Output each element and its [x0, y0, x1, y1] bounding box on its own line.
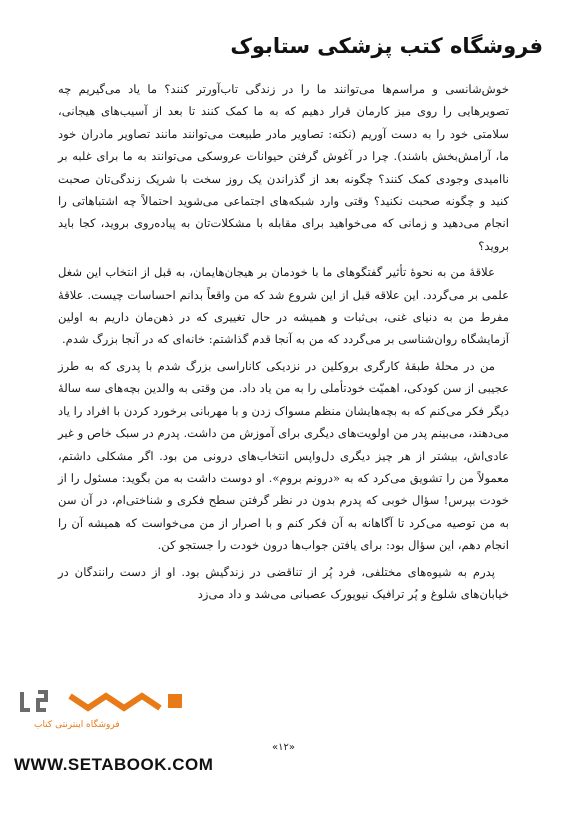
page-number: «۱۲» — [272, 742, 295, 753]
page-header — [24, 34, 543, 66]
document-body — [58, 78, 509, 609]
watermark-tagline: فروشگاه اینترنتی کتاب — [34, 720, 120, 730]
setabook-watermark — [18, 686, 188, 742]
paragraph: خوش‌شانسی و مراسم‌ها می‌توانند ما را در زندگی تاب‌آورتر کنند؟ ما یاد می‌گیریم چه تصویرهایی را روی میز کارمان قرار دهیم که به ما کمک کنند تا بعد از آسیب‌های هیجانی، سلامتی خود را به دست آوریم (نکته: تصاویر مادر طبیعت می‌توانند مانند تصاویر مادران خود ما، آرامش‌بخش باشند). چرا در آغوش گرفتن حیوانات عروسکی می‌توانند به ما برای غلبه بر ناامیدی وجودی کمک کنند؟ چگونه بعد از گذراندن یک روز سخت با شریک زندگی‌تان صحبت کنید و چگونه صحبت نکنید؟ وقتی وارد شبکه‌های اجتماعی می‌شوید احتمالاً چه اشتباهاتی را انجام می‌دهید و زمانی که می‌خواهید برای مقابله با مشکلات‌تان به پیاده‌روی بروید، کجا باید بروید؟ — [58, 82, 509, 253]
watermark-url: WWW.SETABOOK.COM — [14, 755, 214, 774]
paragraph: علاقهٔ من به نحوهٔ تأثیر گفتگوهای ما با خودمان بر هیجان‌هایمان، به قبل از انتخاب این شغل علمی بر می‌گردد. این علاقه قبل از این شروع شد که من واقعاً بدانم احساسات چیست. علاقهٔ مفرط من به دنیای غنی، بی‌ثبات و همیشه در حال تغییری که در ذهن‌مان داریم به اولین آزمایشگاه روان‌شناسی بر می‌گردد که من به آنجا قدم گذاشتم: خانه‌ای که در آنجا بزرگ شدم. — [58, 265, 509, 347]
paragraph: من در محلهٔ طبقهٔ کارگری بروکلین در نزدیکی کاناراسی بزرگ شدم با پدری که به طرز عجیبی از سن کودکی، اهمیّت خودتأملی را به من یاد داد. من وقتی به والدین بچه‌های سه سالهٔ دیگر فکر می‌کنم که به بچه‌هایشان منظم مسواک زدن و با مهربانی برخورد کردن با افراد را یاد می‌دهند، می‌بینم پدر من اولویت‌های دیگری برای آموزش من داشت. پدرم در سبک خاص و غیر عادی‌اش، بیشتر از هر چیز دیگری دل‌واپس انتخاب‌های درونی من بود. اگر مشکلی داشتم، معمولاً من را تشویق می‌کرد که به «درونم بروم». او دوست داشت به من بگوید: مسئول را از خودت بپرس! سؤال خوبی که پدرم بدون در نظر گرفتن سطح فکری و شناختی‌ام، در آن سن به من توصیه می‌کرد تا آگاهانه به آن فکر کنم و با اصرار از من می‌خواست که همیشه آن را انجام دهم، این سؤال بود: برای یافتن جواب‌ها درون خودت را جستجو کن. — [58, 358, 509, 553]
setabook-logo-icon — [18, 686, 188, 716]
paragraph: پدرم به شیوه‌های مختلفی، فرد پُر از تناقضی در زندگیش بود. او از دست رانندگان در خیابان‌های شلوغ و پُر ترافیک نیویورک عصبانی می‌شد و داد می‌زد — [58, 564, 509, 601]
store-title: فروشگاه کتب پزشکی ستابوک — [230, 34, 543, 58]
